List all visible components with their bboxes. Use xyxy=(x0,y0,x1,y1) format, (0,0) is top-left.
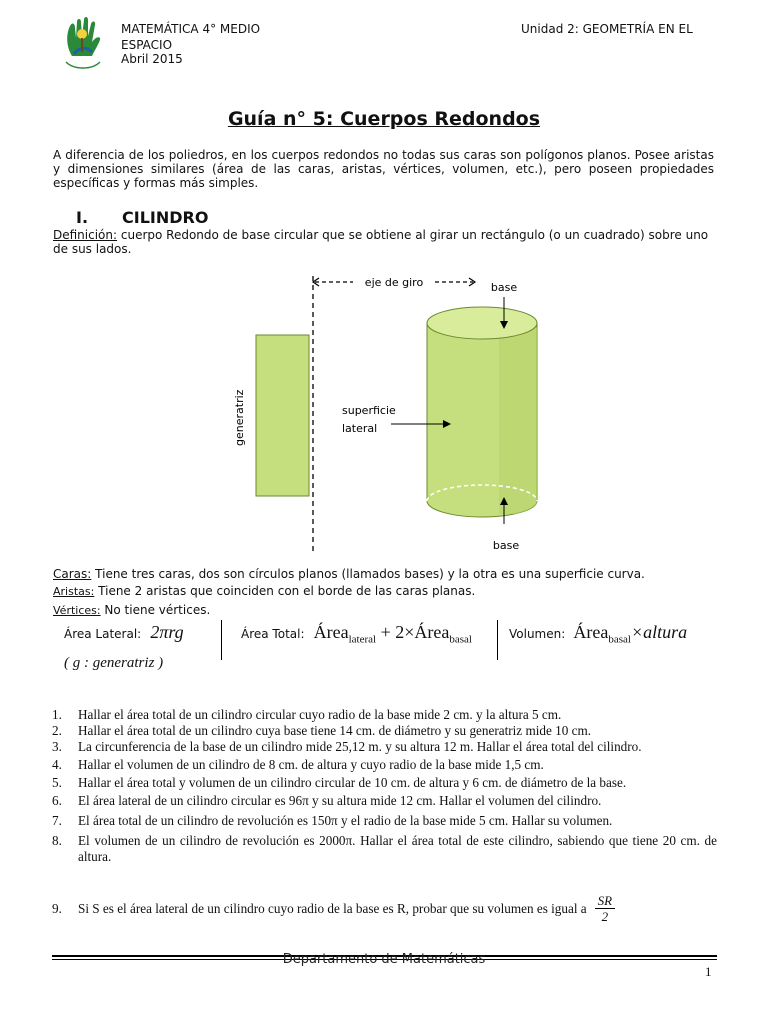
lateral-area-label: Área Lateral: xyxy=(64,627,142,641)
total-area-label: Área Total: xyxy=(241,627,305,641)
edges-line xyxy=(53,584,714,599)
definition xyxy=(53,228,714,256)
exercise-item: 7. El área total de un cilindro de revolución es 150π y el radio de la base mide 5 cm. Hallar su volumen. xyxy=(52,813,613,828)
edges-text: Tiene 2 aristas que coinciden con el borde de las caras planas. xyxy=(94,584,476,598)
formula-divider-1 xyxy=(221,620,222,660)
definition-label: Definición: xyxy=(53,228,118,242)
course-subtitle: ESPACIO xyxy=(121,38,173,52)
total-area-formula xyxy=(241,622,472,646)
faces-text: Tiene tres caras, dos son círculos planos (llamados bases) y la otra es una superficie curva. xyxy=(91,567,645,581)
total-area-sub-lateral: lateral xyxy=(348,633,377,646)
exercise-list xyxy=(52,707,717,865)
exercise-9-number: 9. xyxy=(52,900,62,916)
date: Abril 2015 xyxy=(121,52,183,66)
total-area-plus: + 2× xyxy=(376,622,415,642)
school-logo xyxy=(60,16,106,72)
volume-label: Volumen: xyxy=(509,627,566,641)
generatrix-label: generatriz xyxy=(233,389,246,446)
total-area-sub-basal: basal xyxy=(449,633,472,646)
fraction-numerator: SR xyxy=(595,893,615,909)
base-top-label: base xyxy=(490,281,518,294)
page-title: Guía n° 5: Cuerpos Redondos xyxy=(227,108,541,130)
cylinder-figure xyxy=(225,268,555,558)
top-base xyxy=(427,307,537,339)
total-area-word-2: Área xyxy=(414,622,450,642)
exercise-item: 4. Hallar el volumen de un cilindro de 8 cm. de altura y cuyo radio de la base mide 1,5 cm. xyxy=(52,757,544,772)
exercise-item: 2. Hallar el área total de un cilindro cuya base tiene 14 cm. de diámetro y su generatriz mide 10 cm. xyxy=(52,723,592,738)
intro-paragraph: A diferencia de los poliedros, en los cuerpos redondos no todas sus caras son polígonos planos. Posee aristas y dimensiones similares (área de las caras, aristas, vértices, volumen, etc.), pero poseen propiedades específicas y formas más simples. xyxy=(53,148,714,190)
course-title: MATEMÁTICA 4° MEDIO xyxy=(121,22,261,36)
vertices-label: Vértices: xyxy=(53,604,101,617)
exercise-item: 5. Hallar el área total y volumen de un cilindro circular de 10 cm. de altura y 6 cm. de diámetro de la base. xyxy=(52,775,627,790)
section-number: I. xyxy=(76,208,89,227)
exercise-item: 1. Hallar el área total de un cilindro circular cuyo radio de la base mide 2 cm. y la altura 5 cm. xyxy=(52,707,562,722)
generating-rectangle xyxy=(256,335,309,496)
footer-department: Departamento de Matemáticas xyxy=(282,952,486,967)
faces-line xyxy=(53,567,714,581)
unit-title: Unidad 2: GEOMETRÍA EN EL xyxy=(521,22,693,36)
volume-rest: ×altura xyxy=(630,622,688,642)
edges-label: Aristas: xyxy=(53,585,95,598)
volume-sub-basal: basal xyxy=(608,633,631,646)
volume-formula xyxy=(509,622,687,646)
surface-label-2: lateral xyxy=(342,422,378,435)
lateral-area-expression: 2πrg xyxy=(150,622,184,642)
axis-label: eje de giro xyxy=(364,276,424,289)
exercise-item: 8. El volumen de un cilindro de revolución es 2000π. Hallar el área total de este cilindro, sabiendo que tiene 20 cm. de altura. xyxy=(52,833,717,864)
exercise-9-text: Si S es el área lateral de un cilindro cuyo radio de la base es R, probar que su volumen es igual a xyxy=(78,900,587,916)
vertices-line xyxy=(53,603,714,618)
vertices-text: No tiene vértices. xyxy=(100,603,211,617)
fraction-denominator: 2 xyxy=(601,909,609,924)
surface-label-1: superficie xyxy=(342,404,396,417)
generatrix-note: ( g : generatriz ) xyxy=(64,655,164,671)
exercise-item: 3. La circunferencia de la base de un cilindro mide 25,12 m. y su altura 12 m. Hallar el área total del cilindro. xyxy=(52,739,642,754)
cylinder-diagram xyxy=(225,268,555,558)
total-area-word-1: Área xyxy=(313,622,349,642)
volume-area-word: Área xyxy=(573,622,609,642)
page-number: 1 xyxy=(705,964,712,979)
definition-text: cuerpo Redondo de base circular que se obtiene al girar un rectángulo (o un cuadrado) sobre uno de sus lados. xyxy=(53,228,709,256)
formula-divider-2 xyxy=(497,620,498,660)
lateral-area-formula xyxy=(64,622,184,643)
exercise-item-9 xyxy=(52,893,717,924)
exercise-item: 6. El área lateral de un cilindro circular es 96π y su altura mide 12 cm. Hallar el volumen del cilindro. xyxy=(52,793,602,808)
fraction xyxy=(595,893,615,924)
section-title: CILINDRO xyxy=(122,208,209,227)
base-bottom-label: base xyxy=(492,539,520,552)
faces-label: Caras: xyxy=(53,567,92,581)
